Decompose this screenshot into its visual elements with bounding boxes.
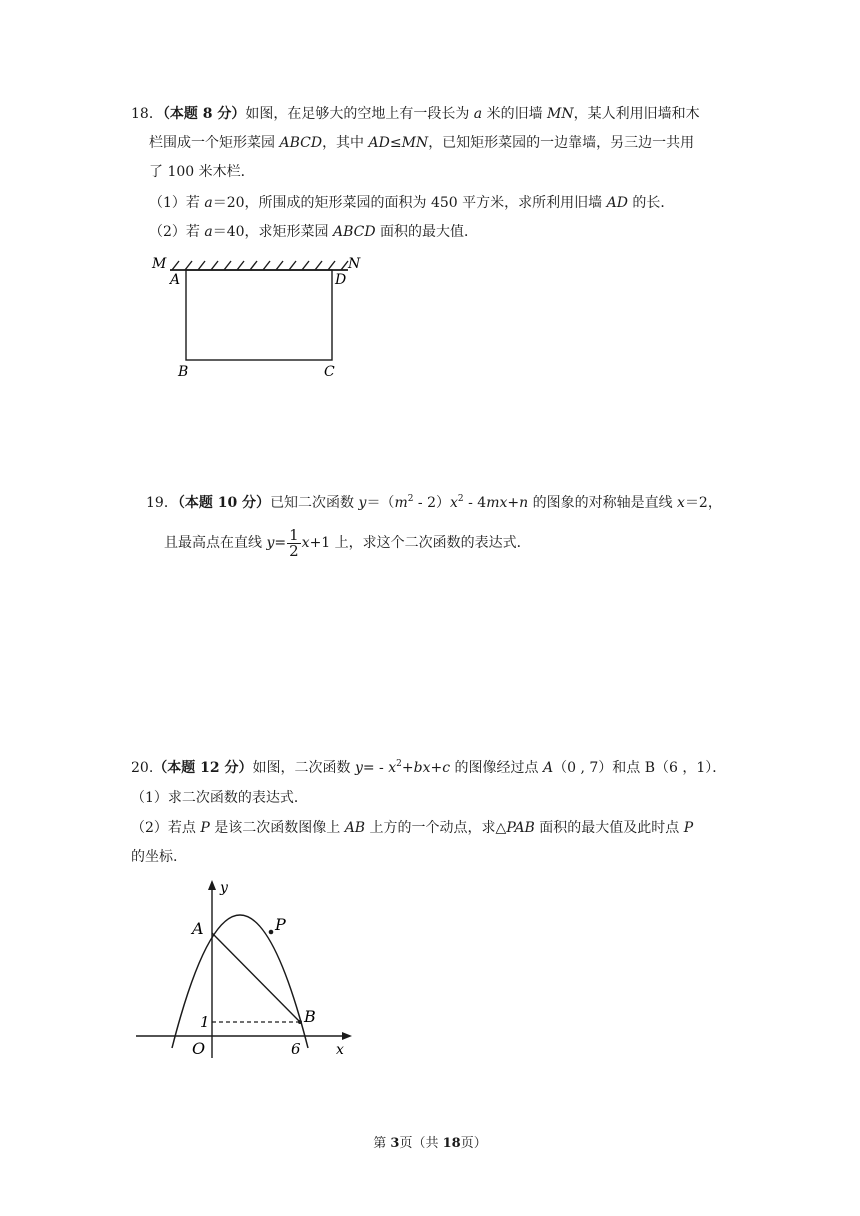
page-footer: 第 3页（共 18页） (373, 1136, 487, 1151)
point-B (298, 1020, 302, 1024)
q20-part-1: （1）求二次函数的表达式． (131, 790, 308, 806)
q18-line-3: 了 100 米木栏． (149, 164, 255, 180)
q20-score: （本题 12 分） (153, 760, 253, 776)
label-6: 6 (291, 1040, 301, 1058)
fraction-one-half: $\frac{1}{2}$ (289, 525, 299, 560)
q18-line-1: 18．（本题 8 分）如图，在足够大的空地上有一段长为 a 米的旧墙 MN，某人利用旧墙和木 (131, 106, 700, 122)
q20-parabola-figure (130, 872, 365, 1067)
label-D: D (335, 272, 347, 288)
q18-line-2: 栏围成一个矩形菜园 ABCD，其中 AD≤MN，已知矩形菜园的一边靠墙，另三边一共用 (149, 135, 695, 151)
q19-score: （本题 10 分） (177, 495, 271, 511)
label-M: M (152, 256, 167, 272)
label-x: x (336, 1042, 344, 1058)
label-C: C (324, 364, 335, 380)
label-1: 1 (200, 1013, 210, 1031)
q20-part-2: （2）若点 P 是该二次函数图像上 AB 上方的一个动点，求△PAB 面积的最大值及此时点 P (131, 820, 694, 836)
label-B: B (178, 364, 189, 380)
label-y: y (220, 880, 228, 896)
y-axis-arrow (208, 880, 216, 890)
q19-line-1: 19．（本题 10 分）已知二次函数 $y=(m^2$ ‐ $2)x^2$ ‐ 4mx+n 的图象的对称轴是直线 x＝2， (146, 494, 722, 511)
garden-rectangle (186, 270, 332, 360)
label-P: P (275, 915, 286, 934)
label-A: A (170, 272, 181, 288)
x-axis-arrow (342, 1032, 352, 1040)
q18-score: （本题 8 分） (162, 106, 246, 122)
label-B: B (304, 1007, 316, 1026)
q18-garden-figure (148, 252, 368, 382)
wall-hatching (172, 261, 348, 270)
point-P (269, 930, 274, 935)
q20-part-2-cont: 的坐标. (131, 849, 178, 865)
page-total: 18 (442, 1136, 461, 1151)
q20-line-1: 20.（本题 12 分）如图，二次函数 y= ‐ $x^2+bx+c$ 的图像经过点 A（0 , 7）和点 B（6 ，1）． (131, 759, 727, 776)
page-number: 3 (390, 1136, 400, 1151)
label-O: O (192, 1039, 206, 1058)
label-N: N (348, 256, 361, 272)
q18-part-2: （2）若 a＝40，求矩形菜园 ABCD 面积的最大值． (149, 224, 479, 240)
label-A: A (192, 919, 204, 938)
q19-line-2: 且最高点在直线 y= $\frac{1}{2}$ x+1 上，求这个二次函数的表达式． (164, 525, 531, 560)
q18-part-1: （1）若 a＝20，所围成的矩形菜园的面积为 450 平方米，求所利用旧墙 AD 的长． (149, 195, 675, 211)
